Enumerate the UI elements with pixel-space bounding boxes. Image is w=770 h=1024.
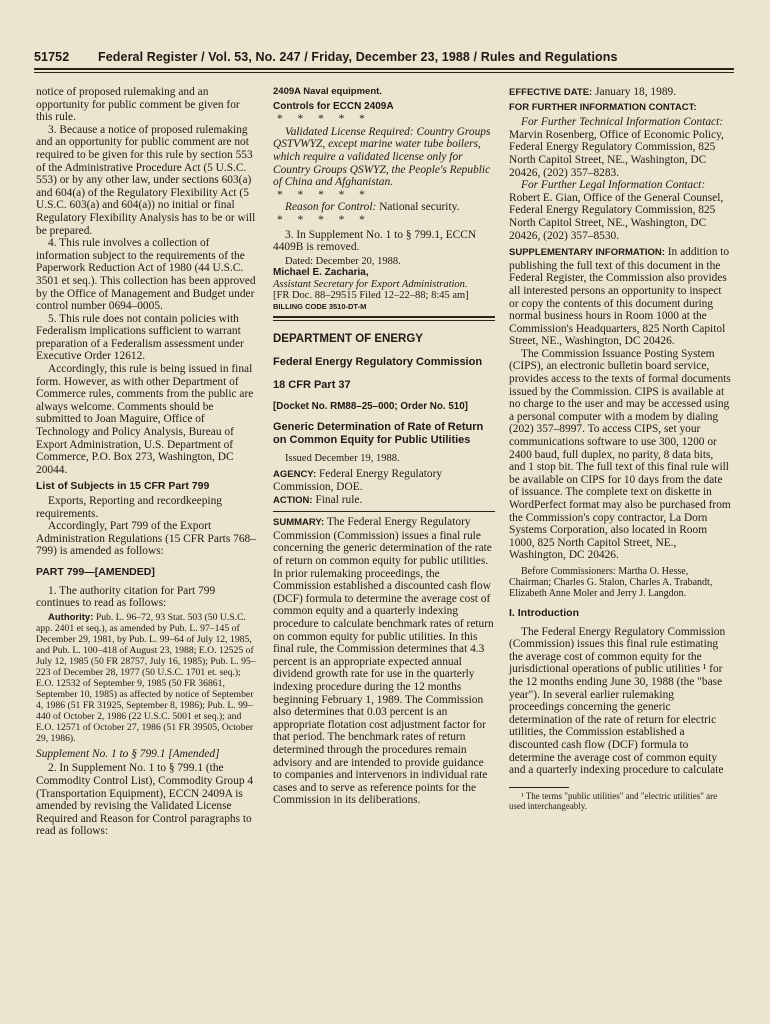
section-divider [273, 316, 495, 318]
supplementary-label: SUPPLEMENTARY INFORMATION: [509, 247, 665, 259]
action-line [273, 494, 495, 508]
effective-date-text: January 18, 1989. [595, 86, 677, 98]
agency-heading: Federal Energy Regulatory Commission [273, 355, 483, 368]
eccn-heading: 2409A Naval equipment. [273, 86, 382, 97]
cfr-part: 18 CFR Part 37 [273, 378, 351, 391]
paragraph: 1. The authority citation for Part 799 continues to read as follows: [36, 584, 216, 610]
effective-date [509, 86, 731, 100]
dated-line: Dated: December 20, 1988. [285, 255, 401, 267]
column-2 [273, 86, 495, 807]
paragraph: 3. Because a notice of proposed rulemaking and an opportunity for public comment are not required to be given for this rule by section 553 of the Administrative Procedure Act (5 U.S.C. 553) or by any other law, under sections 603(a) and 604(a) of the Regulatory Flexibility Act (5 U.S.C. 603(a) and 604(a)) no initial or final Regulatory Flexibility Analysis has to be or will be prepared. [36, 123, 256, 237]
effective-date-label: EFFECTIVE DATE: [509, 87, 593, 98]
supplementary-text: In addition to publishing the full text of this document in the Federal Register, the Commission also provides all interested persons an opportunity to inspect or copy the contents of this document during normal business hours in Room 1000 at the Commission's Headquarters, 825 North Capitol Street, NE., Washington, DC 20426. [509, 246, 730, 348]
page-number: 51752 [34, 50, 70, 64]
document-title: Generic Determination of Rate of Return on Common Equity for Public Utilities [273, 420, 484, 446]
signer-name: Michael E. Zacharia, [273, 266, 369, 278]
supplementary-information [509, 246, 731, 348]
paragraph: Accordingly, this rule is being issued in final form. However, as with other Department of Commerce rules, comments from the public are always welcome. Comments should be submitted to Joan Maguire, Office of Technology and Policy Analysis, Bureau of Export Administration, U.S. Department of Commerce, P.O. Box 273, Washington, DC 20044. [36, 363, 254, 476]
ellipsis-stars: * * * * * [277, 213, 371, 226]
authority-citation [36, 612, 258, 744]
legal-contact [509, 179, 731, 242]
technical-contact [509, 116, 731, 179]
department-heading: DEPARTMENT OF ENERGY [273, 332, 423, 345]
validated-license-paragraph [273, 126, 495, 189]
reason-for-control-paragraph [273, 201, 495, 214]
summary-label: SUMMARY: [273, 517, 325, 529]
docket-number: [Docket No. RM88–25–000; Order No. 510] [273, 400, 468, 412]
fr-doc-line: [FR Doc. 88–29515 Filed 12–22–88; 8:45 am] [273, 290, 469, 302]
column-1 [36, 86, 258, 838]
footnote: ¹ The terms "public utilities" and "electric utilities" are used interchangeably. [509, 790, 718, 812]
subjects-heading: List of Subjects in 15 CFR Part 799 [36, 480, 210, 493]
paragraph: 2. In Supplement No. 1 to § 799.1 (the Commodity Control List), Commodity Group 4 (Transportation Equipment), ECCN 2409A is amended by revising the Validated License Required and Reason for Control paragraphs to read as follows: [36, 762, 254, 838]
ellipsis-stars: * * * * * [277, 113, 371, 126]
paragraph: notice of proposed rulemaking and an opportunity for public comment be given for this rule. [36, 86, 240, 124]
paragraph: The Commission Issuance Posting System (CIPS), an electronic bulletin board service, provides access to the texts of formal documents issued by the Commission. CIPS is available at no charge to the user and may be accessed using a personal computer with a modem by dialing (202) 357–8997. To access CIPS, set your communications software to use 300, 1200 or 2400 baud, full duplex, no parity, 8 data bits, and 1 stop bit. The full text of this final rule will be available on CIPS for 10 days from the date of issuance. The complete text on diskette in WordPerfect format may also be purchased from the Commission's copy contractor, La Dorn Systems Corporation, also located in Room 1000, 825 North Capitol Street, NE., Washington, DC 20426. [509, 347, 731, 562]
paragraph: 3. In Supplement No. 1 to § 799.1, ECCN 4409B is removed. [273, 228, 477, 254]
action-text: Final rule. [315, 493, 363, 506]
summary-divider [273, 511, 495, 512]
paragraph: The Federal Energy Regulatory Commission (Commission) issues this final rule estimating the average cost of common equity for the jurisdictional operations of public utilities ¹ for the 12 months ending June 30, 1988 (the "base year"). In several earlier rulemaking proceedings concerning the generic determination of the rate of return for electric utilities, the Commission established a discounted cash flow (DCF) formula to determine the average cost of common equity and a quarterly indexing procedure to calculate [509, 625, 726, 777]
billing-code: BILLING CODE 3510-DT-M [273, 302, 367, 312]
running-header [34, 50, 734, 64]
header-rule-thin [34, 72, 734, 73]
summary-text: The Federal Energy Regulatory Commission (Commission) issues a final rule concerning the generic determination of the rate of return on common equity for public utilities. In prior rulemaking proceedings, the Commission established a discounted cash flow (DCF) formula to determine the average cost of common equity and a quarterly indexing procedure to calculate benchmark rates of return on common equity for public utilities. In this final rule, the Commission determines that 4.3 percent is an appropriate expected annual dividend growth rate for use in the quarterly indexing procedure during the 12 months beginning February 1, 1989. The Commission also determines that 0.03 percent is an appropriate flotation cost adjustment factor for that period. The benchmark rates of return determined through the procedures remain advisory and are intended to provide guidance to companies and intervenors in individual rate cases and to serve as reference points for the Commission in its deliberations. [273, 516, 494, 807]
paragraph: 4. This rule involves a collection of information subject to the requirements of the Paperwork Reduction Act of 1980 (44 U.S.C. 3501 et seq.). This collection has been approved by the Office of Management and Budget under control number 0694–0005. [36, 237, 256, 313]
authority-text: Pub. L. 96–72, 93 Stat. 503 (50 U.S.C. app. 2401 et seq.), as amended by Pub. L. 97–145 of December 29, 1981, by Pub. L. 99–64 of July 12, 1985, and Pub. L. 100–418 of August 23, 1988; E.O. 12525 of July 12, 1985 (50 FR 28757, July 16, 1985); Pub. L. 95–223 of December 28, 1977 (50 U.S.C. 1701 et. seq.); E.O. 12532 of September 9, 1985 (50 FR 36861, September 10, 1985) as affected by notice of September 4, 1986 (51 FR 31925, September 8, 1986); Pub. L. 99–440 of October 2, 1986 (22 U.S.C. 5001 et seq.); and E.O. 12571 of October 27, 1986 (51 FR 39505, October 29, 1986). [36, 611, 256, 744]
rfc-text: National security. [379, 201, 460, 214]
part-heading: PART 799—[AMENDED] [36, 565, 155, 578]
signer-title: Assistant Secretary for Export Administration. [273, 279, 468, 291]
legal-contact-label: For Further Legal Information Contact: [521, 179, 706, 192]
commissioners: Before Commissioners: Martha O. Hesse, Chairman; Charles G. Stalon, Charles A. Trabandt, Elizabeth Anne Moler and Jerry J. Langdon. [509, 565, 713, 599]
rfc-label: Reason for Control: [285, 201, 377, 214]
legal-contact-text: Robert E. Gian, Office of the General Counsel, Federal Energy Regulatory Commission, 825 North Capitol Street, NE., Washington, DC 20426, (202) 357–8530. [509, 191, 724, 242]
agency-text: Federal Energy Regulatory Commission, DOE. [273, 467, 443, 494]
paragraph: 5. This rule does not contain policies with Federalism implications sufficient to warrant preparation of a Federalism assessment under Executive Order 12612. [36, 312, 244, 363]
authority-label: Authority: [48, 611, 94, 623]
ellipsis-stars: * * * * * [277, 188, 371, 201]
issued-date: Issued December 19, 1988. [285, 452, 400, 464]
technical-contact-label: For Further Technical Information Contact: [521, 116, 724, 129]
vlr-text: Country Groups QSTVWYZ, except marine water tube boilers, which require a validated license only for Country Groups QSWYZ, the People's Republic of China and Afghanistan. [273, 125, 491, 189]
running-title: Federal Register / Vol. 53, No. 247 / Friday, December 23, 1988 / Rules and Regulations [98, 50, 618, 64]
agency-label: AGENCY: [273, 468, 317, 480]
controls-heading: Controls for ECCN 2409A [273, 100, 394, 112]
introduction-heading: I. Introduction [509, 606, 579, 619]
column-3 [509, 86, 731, 812]
footnote-rule [509, 787, 569, 788]
agency-line [273, 468, 495, 494]
technical-contact-text: Marvin Rosenberg, Office of Economic Policy, Federal Energy Regulatory Commission, 825 North Capitol Street, NE., Washington, DC 20426, (202) 357–8283. [509, 128, 724, 179]
contact-heading: FOR FURTHER INFORMATION CONTACT: [509, 101, 697, 113]
vlr-label: Validated License Required: [285, 125, 414, 138]
supplement-heading: Supplement No. 1 to § 799.1 [Amended] [36, 747, 220, 760]
header-rule [34, 68, 734, 70]
summary-paragraph [273, 516, 495, 807]
subjects-list: Exports, Reporting and recordkeeping requirements. [36, 495, 222, 520]
section-divider-thin [273, 320, 495, 321]
paragraph: Accordingly, Part 799 of the Export Administration Regulations (15 CFR Parts 768–799) is amended as follows: [36, 520, 256, 558]
action-label: ACTION: [273, 494, 313, 506]
